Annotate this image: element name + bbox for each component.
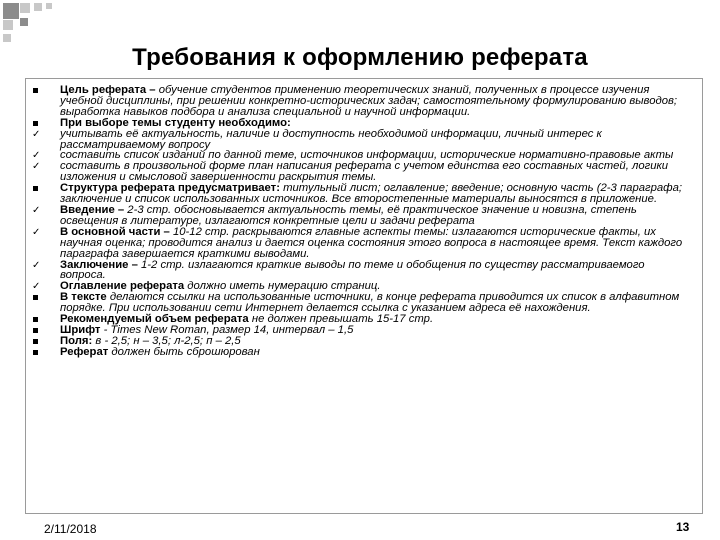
list-item-body: составить в произвольной форме план написания реферата с учетом единства его составных частей, логики изложения и смысловой завершенности раскрытия темы. bbox=[60, 160, 669, 184]
list-item-body: титульный лист; оглавление; введение; основную часть (2-3 параграфа; заключение и список использованных источников. Все второстепенные материалы выносятся в приложение. bbox=[60, 182, 683, 206]
checkmark-bullet-icon: ✓ bbox=[32, 150, 41, 162]
square-bullet-icon bbox=[33, 350, 38, 355]
list-item bbox=[28, 161, 692, 183]
list-item-body: учитывать её актуальность, наличие и доступность необходимой информации, личный интерес к рассматриваемому вопросу bbox=[60, 127, 602, 151]
list-item-lead: При выборе темы студенту необходимо: bbox=[60, 116, 291, 129]
list-item-body: в - 2,5; н – 3,5; л-2,5; п – 2,5 bbox=[92, 334, 241, 347]
list-item-lead: Оглавление реферата bbox=[60, 280, 185, 293]
list-item-body: - Times New Roman, размер 14, интервал – 1,5 bbox=[100, 323, 354, 336]
list-item-lead: Шрифт bbox=[60, 323, 101, 336]
list-item bbox=[28, 129, 692, 151]
square-bullet-icon bbox=[33, 328, 38, 333]
list-item-text bbox=[60, 227, 692, 260]
list-item-body: должен быть сброшюрован bbox=[108, 345, 260, 358]
list-item-lead: Рекомендуемый объем реферата bbox=[60, 313, 249, 326]
list-item-text bbox=[60, 260, 692, 282]
list-item-lead: Введение – bbox=[60, 203, 125, 216]
footer-date: 2/11/2018 bbox=[44, 522, 97, 536]
square-bullet-icon bbox=[33, 339, 38, 344]
list-item bbox=[28, 205, 692, 227]
list-item-text bbox=[60, 183, 692, 205]
checkmark-bullet-icon: ✓ bbox=[32, 128, 41, 140]
list-item-lead: Реферат bbox=[60, 345, 109, 358]
square-bullet-icon bbox=[33, 295, 38, 300]
page-number: 13 bbox=[676, 520, 690, 534]
list-item-lead: Поля: bbox=[60, 334, 93, 347]
list-item-body: делаются ссылки на использованные источники, в конце реферата приводится их список в алфавитном порядке. При использовании сети Интернет делается ссылка с указанием адреса её нахождения. bbox=[60, 291, 680, 315]
square-bullet-icon bbox=[33, 121, 38, 126]
list-item-body: должно иметь нумерацию страниц. bbox=[184, 280, 381, 293]
checkmark-bullet-icon: ✓ bbox=[32, 204, 41, 216]
list-item-text bbox=[60, 161, 692, 183]
slide-title: Требования к оформлению реферата bbox=[132, 44, 588, 71]
list-item bbox=[28, 85, 692, 118]
list-item bbox=[28, 227, 692, 260]
list-item-lead: Структура реферата предусматривает: bbox=[60, 182, 280, 195]
list-item-body: составить список изданий по данной теме, источников информации, исторические нормативно-правовые акты bbox=[60, 149, 674, 162]
checkmark-bullet-icon: ✓ bbox=[32, 259, 41, 271]
list-item-text bbox=[60, 205, 692, 227]
list-item-lead: В основной части – bbox=[60, 225, 170, 238]
list-item-lead: В тексте bbox=[60, 291, 107, 304]
list-item bbox=[28, 260, 692, 282]
list-item-text bbox=[60, 292, 692, 314]
requirements-list bbox=[28, 85, 692, 358]
list-item-lead: Цель реферата – bbox=[60, 84, 156, 96]
list-item-body: 10-12 стр. раскрываются главные аспекты темы: излагаются исторические факты, их научная оценка; проводится анализ и дается оценка состояния этого вопроса в настоящее время. Текст каждого параграфа завершается краткими выводами. bbox=[60, 225, 683, 260]
checkmark-bullet-icon: ✓ bbox=[32, 226, 41, 238]
list-item-body: обучение студентов применению теоретических знаний, полученных в процессе изучения учебной дисциплины, при решении конкретно-исторических задач; самостоятельному формулированию выводов; выработка навыков подбора и анализа специальной и научной информации. bbox=[60, 84, 678, 118]
list-item bbox=[28, 183, 692, 205]
checkmark-bullet-icon: ✓ bbox=[32, 161, 41, 173]
list-item-body: 1-2 стр. излагаются краткие выводы по теме и обобщения по существу рассматриваемого вопроса. bbox=[60, 258, 645, 282]
list-item-text bbox=[60, 85, 692, 118]
list-item bbox=[28, 347, 692, 358]
list-item-lead: Заключение – bbox=[60, 258, 138, 271]
list-item bbox=[28, 292, 692, 314]
square-bullet-icon bbox=[33, 88, 38, 93]
checkmark-bullet-icon: ✓ bbox=[32, 281, 41, 293]
square-bullet-icon bbox=[33, 186, 38, 191]
list-item-text bbox=[60, 129, 692, 151]
square-bullet-icon bbox=[33, 317, 38, 322]
list-item-text bbox=[60, 347, 692, 358]
list-item-body: не должен превышать 15-17 стр. bbox=[248, 313, 434, 326]
list-item-body: 2-3 стр. обосновывается актуальность темы, её практическое значение и новизна, степень освещения в литературе, излагаются конкретные цели и задачи реферата bbox=[60, 203, 637, 227]
